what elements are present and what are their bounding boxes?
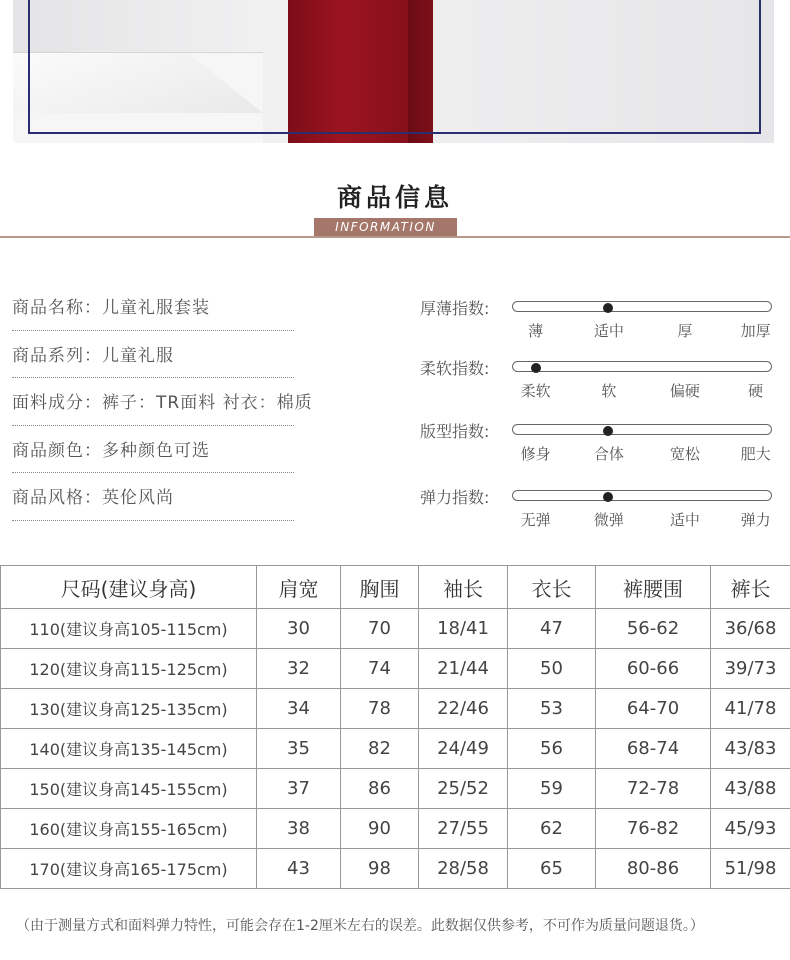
- table-cell: 98: [341, 849, 419, 889]
- info-text: 商品系列：儿童礼服: [12, 345, 174, 366]
- index-label: 版型指数:: [420, 422, 490, 441]
- index-ticks: [512, 509, 774, 529]
- table-cell: 140(建议身高135-145cm): [1, 729, 257, 769]
- table-cell: 120(建议身高115-125cm): [1, 649, 257, 689]
- table-cell: 76-82: [596, 809, 711, 849]
- table-cell: 28/58: [419, 849, 508, 889]
- index-tick: 柔软: [520, 382, 551, 400]
- table-cell: 110(建议身高105-115cm): [1, 609, 257, 649]
- index-tick: 厚: [677, 322, 693, 340]
- table-row: [1, 729, 790, 769]
- info-text: 商品名称：儿童礼服套装: [12, 298, 210, 318]
- table-cell: 21/44: [419, 649, 508, 689]
- table-cell: 86: [341, 769, 419, 809]
- index-slider: [512, 301, 772, 312]
- table-cell: 37: [257, 769, 341, 809]
- index-tick: 适中: [593, 322, 624, 340]
- table-cell: 74: [341, 649, 419, 689]
- table-cell: 43/88: [711, 769, 790, 809]
- table-cell: 25/52: [419, 769, 508, 809]
- info-row-color: [12, 426, 294, 474]
- table-header-cell: 肩宽: [257, 566, 341, 609]
- table-header-cell: 裤长: [711, 566, 790, 609]
- info-row-name: [12, 283, 294, 331]
- table-cell: 38: [257, 809, 341, 849]
- table-header-cell: 尺码(建议身高): [1, 566, 257, 609]
- table-cell: 160(建议身高155-165cm): [1, 809, 257, 849]
- table-cell: 82: [341, 729, 419, 769]
- index-slider: [512, 424, 772, 435]
- index-tick: 弹力: [740, 511, 771, 529]
- info-row-fabric: [12, 378, 313, 426]
- index-slider: [512, 490, 772, 501]
- table-cell: 43: [257, 849, 341, 889]
- index-marker: [531, 363, 541, 373]
- table-cell: 56-62: [596, 609, 711, 649]
- size-table: [0, 565, 790, 889]
- table-cell: 47: [508, 609, 596, 649]
- table-cell: 50: [508, 649, 596, 689]
- info-row-series: [12, 331, 294, 379]
- index-tick: 肥大: [740, 445, 771, 463]
- index-tick: 加厚: [740, 322, 771, 340]
- index-ticks: [512, 320, 774, 340]
- table-cell: 65: [508, 849, 596, 889]
- index-marker: [603, 426, 613, 436]
- table-cell: 36/68: [711, 609, 790, 649]
- table-cell: 68-74: [596, 729, 711, 769]
- index-tick: 微弹: [593, 511, 624, 529]
- index-tick: 合体: [593, 445, 624, 463]
- index-label: 厚薄指数:: [420, 299, 490, 318]
- index-tick: 适中: [669, 511, 700, 529]
- table-cell: 22/46: [419, 689, 508, 729]
- table-cell: 64-70: [596, 689, 711, 729]
- table-row: [1, 809, 790, 849]
- table-cell: 51/98: [711, 849, 790, 889]
- table-body: [1, 609, 790, 889]
- info-row-style: [12, 473, 294, 521]
- info-text: 商品风格：英伦风尚: [12, 488, 174, 508]
- table-cell: 30: [257, 609, 341, 649]
- index-tick: 薄: [528, 322, 544, 340]
- table-cell: 130(建议身高125-135cm): [1, 689, 257, 729]
- info-text: 面料成分：裤子：TR面料 衬衣：棉质: [12, 393, 313, 413]
- index-ticks: [512, 443, 774, 463]
- table-cell: 90: [341, 809, 419, 849]
- index-tick: 软: [601, 382, 617, 400]
- product-info-list: [12, 283, 313, 521]
- table-header-row: [1, 566, 790, 609]
- index-tick: 偏硬: [669, 382, 700, 400]
- photo-frame: [28, 0, 761, 134]
- information-badge: INFORMATION: [314, 218, 457, 236]
- footnote: （由于测量方式和面料弹力特性，可能会存在1-2厘米左右的误差。此数据仅供参考，不可作为质量问题退货。）: [16, 918, 704, 934]
- table-cell: 62: [508, 809, 596, 849]
- index-tick: 宽松: [669, 445, 700, 463]
- table-cell: 60-66: [596, 649, 711, 689]
- table-cell: 78: [341, 689, 419, 729]
- table-cell: 35: [257, 729, 341, 769]
- index-tick: 无弹: [520, 511, 551, 529]
- table-cell: 170(建议身高165-175cm): [1, 849, 257, 889]
- table-cell: 34: [257, 689, 341, 729]
- section-title: 商品信息: [336, 183, 453, 212]
- table-cell: 24/49: [419, 729, 508, 769]
- table-cell: 18/41: [419, 609, 508, 649]
- table-row: [1, 849, 790, 889]
- table-header-cell: 袖长: [419, 566, 508, 609]
- index-label: 弹力指数:: [420, 488, 490, 507]
- table-row: [1, 769, 790, 809]
- table-cell: 150(建议身高145-155cm): [1, 769, 257, 809]
- table-cell: 27/55: [419, 809, 508, 849]
- table-cell: 43/83: [711, 729, 790, 769]
- table-header-cell: 裤腰围: [596, 566, 711, 609]
- table-cell: 56: [508, 729, 596, 769]
- table-cell: 53: [508, 689, 596, 729]
- index-tick: 修身: [520, 445, 551, 463]
- table-cell: 59: [508, 769, 596, 809]
- index-label: 柔软指数:: [420, 359, 490, 378]
- table-cell: 72-78: [596, 769, 711, 809]
- table-cell: 32: [257, 649, 341, 689]
- table-cell: 39/73: [711, 649, 790, 689]
- table-header-cell: 衣长: [508, 566, 596, 609]
- table-cell: 41/78: [711, 689, 790, 729]
- index-slider: [512, 361, 772, 372]
- table-header-cell: 胸围: [341, 566, 419, 609]
- index-tick: 硬: [748, 382, 764, 400]
- table-row: [1, 609, 790, 649]
- table-cell: 45/93: [711, 809, 790, 849]
- index-marker: [603, 303, 613, 313]
- table-row: [1, 689, 790, 729]
- table-row: [1, 649, 790, 689]
- section-divider: [0, 236, 790, 238]
- table-cell: 70: [341, 609, 419, 649]
- info-text: 商品颜色：多种颜色可选: [12, 440, 210, 461]
- table-cell: 80-86: [596, 849, 711, 889]
- index-marker: [603, 492, 613, 502]
- index-ticks: [512, 380, 774, 400]
- product-photo: [13, 0, 774, 143]
